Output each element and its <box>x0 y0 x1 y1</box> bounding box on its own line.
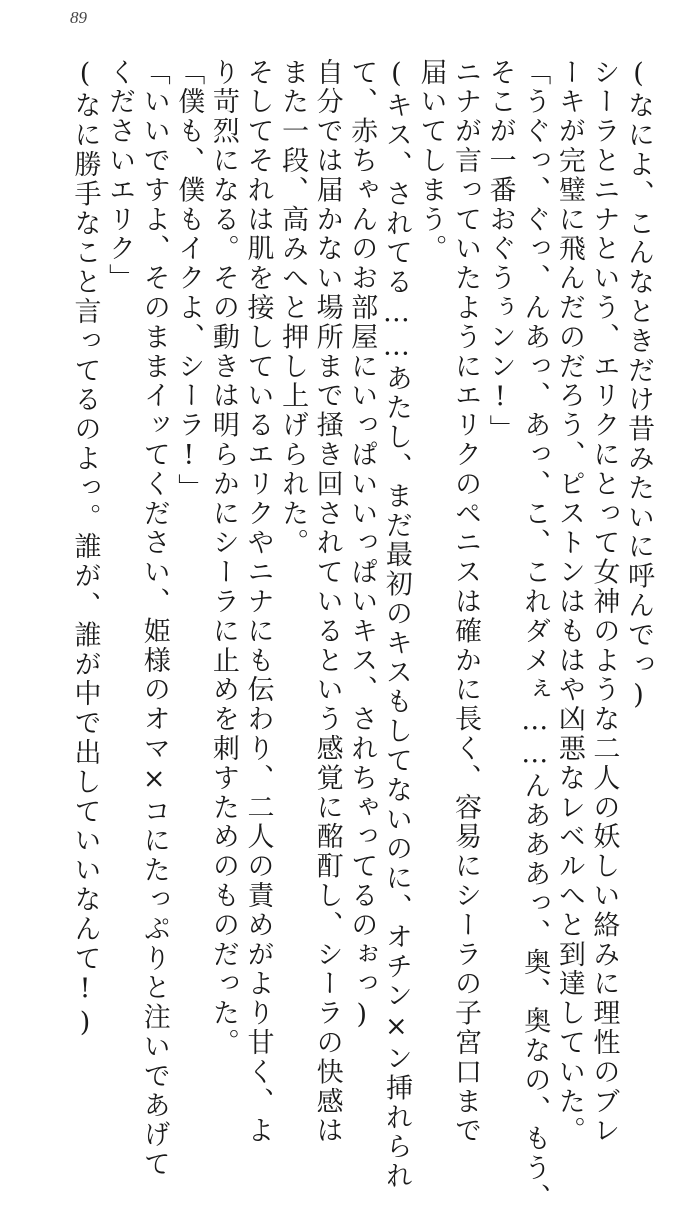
text-line: 「うぐっ、ぐっ、んあっ、あっ、こ、これダメぇ……んあああっ、奥、奥なの、もう、 <box>519 58 551 1213</box>
body-text <box>42 58 654 1213</box>
text-line: (なによ、こんなときだけ昔みたいに呼んでっ) <box>623 58 654 713</box>
text-line: り苛烈になる。その動きは明らかにシーラに止めを刺すためのものだった。 <box>207 58 239 1058</box>
text-line: シーラとニナという、エリクにとって女神のような二人の妖しい絡みに理性のブレ <box>588 58 620 1146</box>
text-line: そこが一番おぐうぅンン!」 <box>484 58 516 445</box>
text-line: 「いいですよ、そのままイッてください、姫様のオマ×コにたっぷりと注いであげて <box>138 58 170 1180</box>
text-line: ーキが完璧に飛んだのだろう、ピストンはもはや凶悪なレベルへと到達していた。 <box>553 58 585 1146</box>
text-line: くださいエリク」 <box>104 58 136 294</box>
text-line: ニナが言っていたようにエリクのペニスは確かに長く、容易にシーラの子宮口まで <box>450 58 482 1146</box>
text-line: また一段、高みへと押し上げられた。 <box>277 58 309 558</box>
page-number: 89 <box>70 8 87 27</box>
text-line: 届いてしまう。 <box>415 58 447 264</box>
text-line: 自分では届かない場所まで掻き回されているという感覚に酩酊し、シーラの快感は <box>311 58 343 1146</box>
text-line: そしてそれは肌を接しているエリクやニナにも伝わり、二人の責めがより甘く、よ <box>242 58 274 1146</box>
text-line: (キス、されてる……あたし、まだ最初のキスもしてないのに、オチン×ン挿れられ <box>380 58 412 1192</box>
text-line: て、赤ちゃんのお部屋にいっぱいいっぱいキス、されちゃってるのぉっ) <box>346 58 378 1033</box>
text-line: (なに勝手なこと言ってるのよっ。誰が、誰が中で出していいなんて!) <box>69 58 101 1041</box>
text-line: 「僕も、僕もイクよ、シーラ!」 <box>173 58 205 503</box>
